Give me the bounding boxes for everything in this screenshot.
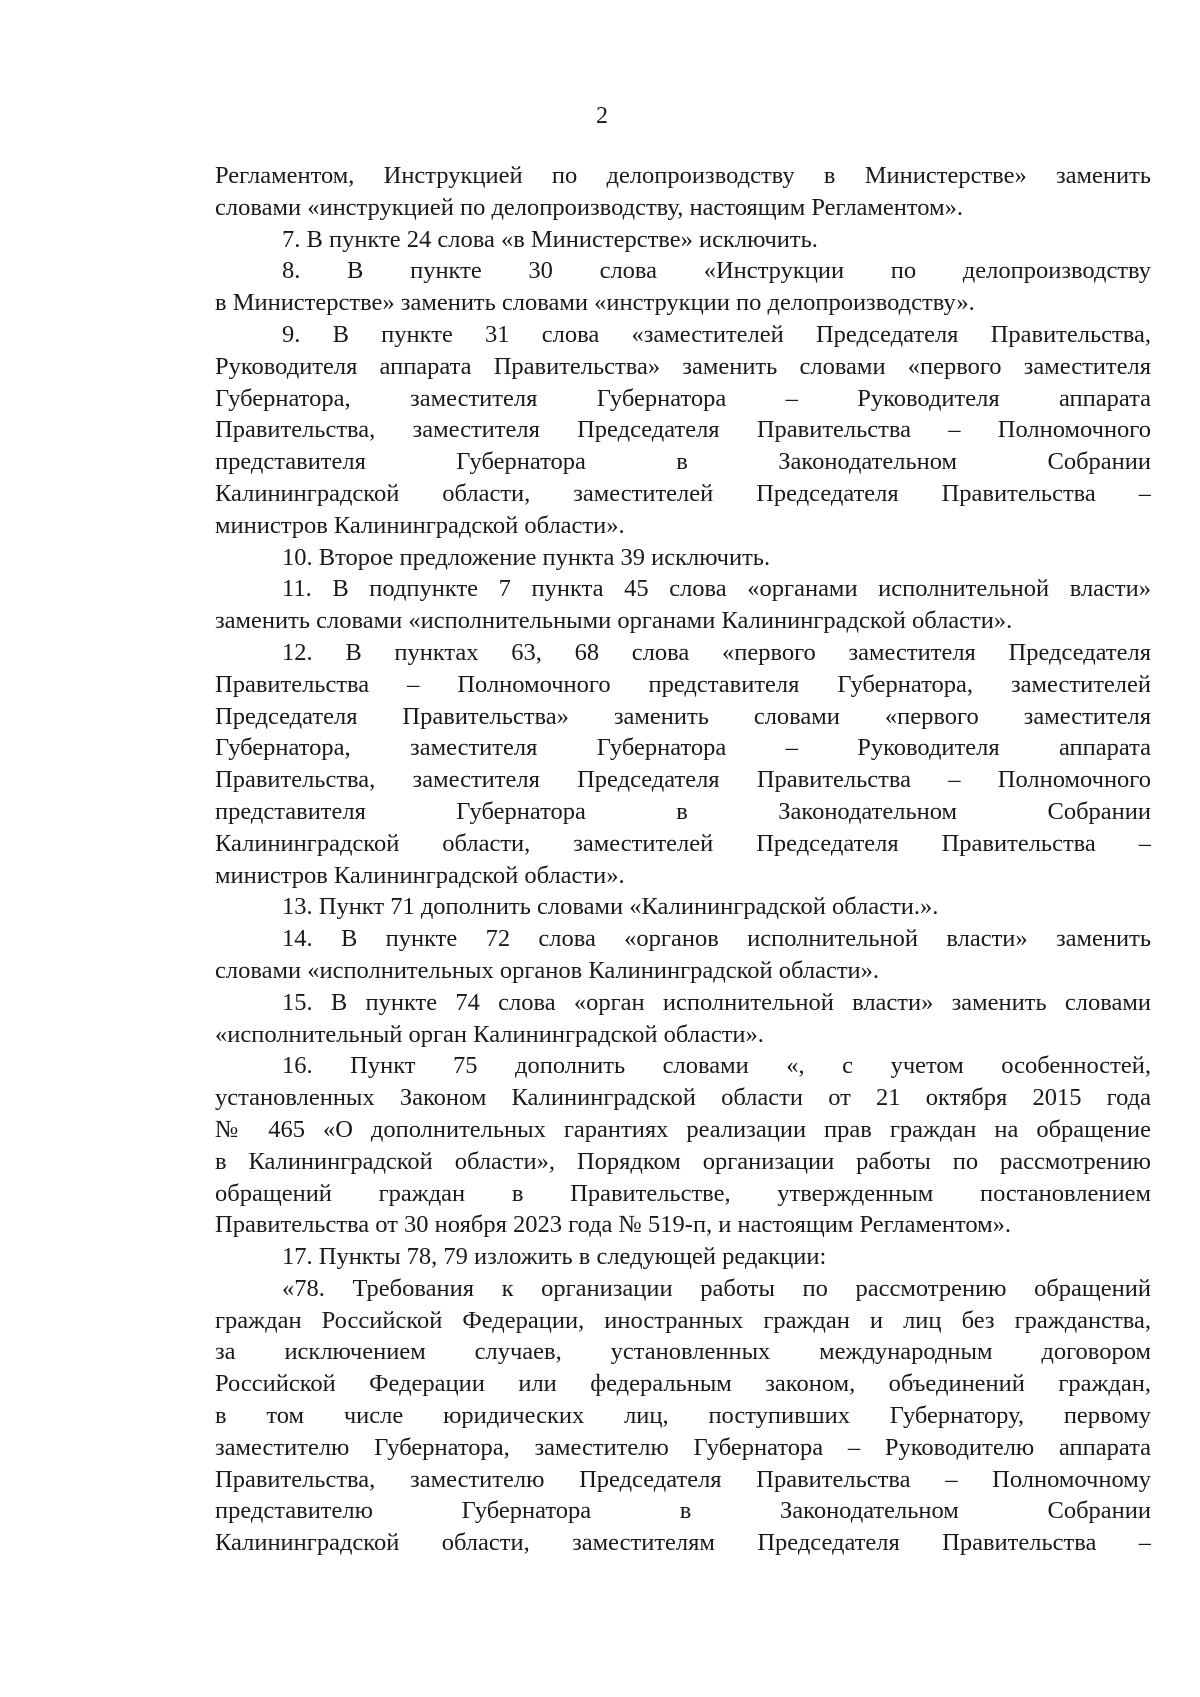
text-line: Председателя Правительства» заменить словами «первого заместителя [215,702,1151,730]
text-line: Губернатора, заместителя Губернатора – Руководителя аппарата [215,734,1151,762]
text-line: Калининградской области, заместителей Председателя Правительства – [215,829,1151,857]
text-line: министров Калининградской области». [215,861,625,889]
text-line: Калининградской области, заместителям Председателя Правительства – [215,1529,1151,1557]
text-line: словами «исполнительных органов Калининградской области». [215,956,880,984]
text-line: «78. Требования к организации работы по рассмотрению обращений [282,1274,1151,1302]
text-line: 16. Пункт 75 дополнить словами «, с учетом особенностей, [282,1052,1151,1080]
text-line: представителя Губернатора в Законодательном Собрании [215,797,1151,825]
text-line: 14. В пункте 72 слова «органов исполнительной власти» заменить [282,925,1151,953]
text-line: в Калининградской области», Порядком организации работы по рассмотрению [215,1147,1151,1175]
text-line: в Министерстве» заменить словами «инструкции по делопроизводству». [215,289,975,317]
text-line: Правительства – Полномочного представителя Губернатора, заместителей [215,670,1151,698]
text-line: представителя Губернатора в Законодательном Собрании [215,448,1151,476]
text-line: 12. В пунктах 63, 68 слова «первого заместителя Председателя [282,638,1151,666]
text-line: «исполнительный орган Калининградской области». [215,1020,764,1048]
text-line: Правительства, заместителя Председателя Правительства – Полномочного [215,416,1151,444]
text-line: Правительства, заместителю Председателя Правительства – Полномочному [215,1465,1151,1493]
text-line: 13. Пункт 71 дополнить словами «Калининградской области.». [282,893,939,921]
document-body [215,160,1151,1559]
text-line: Правительства от 30 ноября 2023 года № 519-п, и настоящим Регламентом». [215,1211,1012,1239]
text-line: в том числе юридических лиц, поступивших Губернатору, первому [215,1402,1151,1430]
text-line: министров Калининградской области». [215,511,625,539]
text-line: 11. В подпункте 7 пункта 45 слова «органами исполнительной власти» [282,575,1151,603]
text-line: заместителю Губернатора, заместителю Губернатора – Руководителю аппарата [215,1433,1151,1461]
text-line: 9. В пункте 31 слова «заместителей Председателя Правительства, [282,320,1151,348]
text-line: № 465 «О дополнительных гарантиях реализации прав граждан на обращение [215,1115,1151,1143]
text-line: Правительства, заместителя Председателя Правительства – Полномочного [215,766,1151,794]
page-number: 2 [596,103,608,129]
text-line: заменить словами «исполнительными органами Калининградской области». [215,607,1013,635]
text-line: представителю Губернатора в Законодательном Собрании [215,1497,1151,1525]
text-line: Регламентом, Инструкцией по делопроизводству в Министерстве» заменить [215,162,1151,189]
text-line: 8. В пункте 30 слова «Инструкции по делопроизводству [282,257,1151,285]
text-line: за исключением случаев, установленных международным договором [215,1338,1151,1366]
text-line: Калининградской области, заместителей Председателя Правительства – [215,479,1151,507]
text-line: Руководителя аппарата Правительства» заменить словами «первого заместителя [215,352,1151,380]
text-line: 17. Пункты 78, 79 изложить в следующей редакции: [282,1243,827,1271]
text-line: словами «инструкцией по делопроизводству, настоящим Регламентом». [215,193,963,221]
text-line: граждан Российской Федерации, иностранных граждан и лиц без гражданства, [215,1306,1151,1334]
text-line: Российской Федерации или федеральным законом, объединений граждан, [215,1370,1151,1398]
text-line: обращений граждан в Правительстве, утвержденным постановлением [215,1179,1151,1207]
text-line: 10. Второе предложение пункта 39 исключить. [282,543,771,571]
text-line: 15. В пункте 74 слова «орган исполнительной власти» заменить словами [282,988,1151,1016]
text-line: установленных Законом Калининградской области от 21 октября 2015 года [215,1084,1151,1112]
text-line: Губернатора, заместителя Губернатора – Руководителя аппарата [215,384,1151,412]
text-line: 7. В пункте 24 слова «в Министерстве» исключить. [282,225,818,253]
